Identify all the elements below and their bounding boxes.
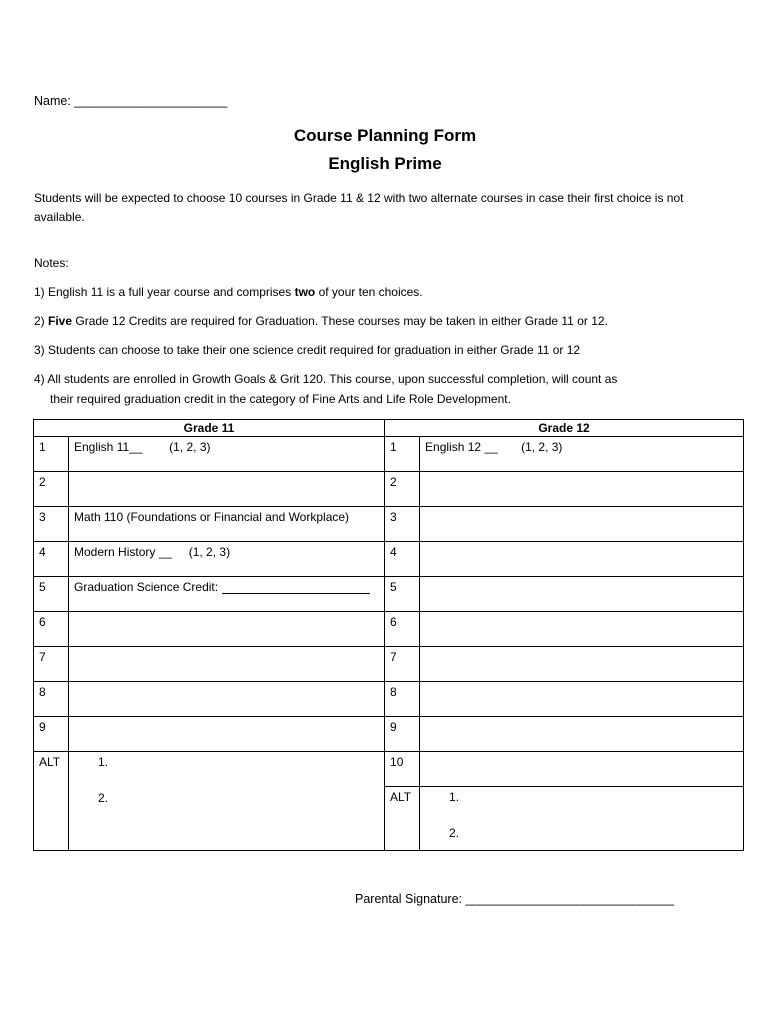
name-field[interactable]: Name: ______________________ [34, 94, 228, 108]
note-4-line-1: 4) All students are enrolled in Growth Goals & Grit 120. This course, upon successful completion, will count as [34, 372, 618, 386]
g12-row-num: 9 [385, 717, 420, 752]
table-row [34, 472, 744, 507]
table-row [34, 752, 744, 787]
g11-course-cell[interactable]: Modern History __ (1, 2, 3) [69, 542, 385, 577]
g11-course-cell[interactable] [69, 717, 385, 752]
form-title: Course Planning Form [293, 126, 477, 145]
table-row [34, 437, 744, 472]
table-row [34, 717, 744, 752]
g11-alt-cell[interactable] [69, 752, 385, 851]
g12-course-cell[interactable] [420, 472, 744, 507]
g11-row-num: 2 [34, 472, 69, 507]
g12-alt-item-2: 2. [449, 826, 460, 840]
g11-alt-label: ALT [34, 752, 69, 851]
g12-row-num: 2 [385, 472, 420, 507]
g12-course-cell[interactable]: English 12 __ (1, 2, 3) [420, 437, 744, 472]
note-1-text-b: of your ten choices. [315, 285, 423, 299]
table-row [34, 507, 744, 542]
g11-row-num: 3 [34, 507, 69, 542]
note-2-bold: Five [48, 314, 73, 328]
g12-alt-label: ALT [385, 787, 420, 851]
g12-row-num: 3 [385, 507, 420, 542]
g11-course-cell[interactable] [69, 612, 385, 647]
science-credit-label: Graduation Science Credit: [74, 580, 219, 594]
g11-course-cell[interactable] [69, 577, 385, 612]
note-1 [34, 285, 423, 299]
g12-row-num: 10 [385, 752, 420, 787]
g11-row-num: 6 [34, 612, 69, 647]
g11-row-num: 4 [34, 542, 69, 577]
g12-course-cell[interactable] [420, 682, 744, 717]
g11-alt-item-2: 2. [98, 791, 109, 805]
note-1-bold: two [294, 285, 316, 299]
g11-row-num: 8 [34, 682, 69, 717]
g12-row-num: 4 [385, 542, 420, 577]
note-2-text-b: Grade 12 Credits are required for Graduation. These courses may be taken in either Grade 11 or 12. [72, 314, 608, 328]
form-subtitle: English Prime [328, 154, 442, 173]
g12-row-num: 8 [385, 682, 420, 717]
note-2 [34, 314, 608, 328]
course-planning-table [33, 419, 744, 851]
g11-course-cell[interactable]: Math 110 (Foundations or Financial and Workplace) [69, 507, 385, 542]
g12-alt-item-1: 1. [449, 790, 460, 804]
table-row [34, 682, 744, 717]
g12-course-cell[interactable] [420, 752, 744, 787]
g11-row-num: 7 [34, 647, 69, 682]
grade-11-header: Grade 11 [34, 420, 385, 437]
table-row [34, 577, 744, 612]
table-header-row [34, 420, 744, 437]
intro-paragraph: Students will be expected to choose 10 courses in Grade 11 & 12 with two alternate courses in case their first choice is not available. [34, 191, 684, 224]
g12-row-num: 7 [385, 647, 420, 682]
table-row [34, 542, 744, 577]
g12-row-num: 6 [385, 612, 420, 647]
g12-row-num: 1 [385, 437, 420, 472]
g12-course-cell[interactable] [420, 577, 744, 612]
g12-row-num: 5 [385, 577, 420, 612]
note-2-text-a: 2) [34, 314, 49, 328]
table-row [34, 612, 744, 647]
g12-course-cell[interactable] [420, 507, 744, 542]
g12-course-cell[interactable] [420, 717, 744, 752]
note-4-line-2: their required graduation credit in the category of Fine Arts and Life Role Development. [50, 392, 511, 406]
table-row [34, 647, 744, 682]
notes-heading: Notes: [34, 256, 69, 270]
g11-course-cell[interactable] [69, 682, 385, 717]
grade-12-header: Grade 12 [385, 420, 744, 437]
g11-alt-item-1: 1. [98, 755, 109, 769]
g11-row-num: 1 [34, 437, 69, 472]
g11-course-cell[interactable]: English 11__ (1, 2, 3) [69, 437, 385, 472]
parental-signature-field[interactable]: Parental Signature: ______________________________ [355, 892, 675, 906]
note-1-text-a: 1) English 11 is a full year course and comprises [34, 285, 295, 299]
g12-course-cell[interactable] [420, 542, 744, 577]
g11-row-num: 9 [34, 717, 69, 752]
g11-row-num: 5 [34, 577, 69, 612]
g12-course-cell[interactable] [420, 647, 744, 682]
g12-course-cell[interactable] [420, 612, 744, 647]
g12-alt-cell[interactable] [420, 787, 744, 851]
g11-course-cell[interactable] [69, 647, 385, 682]
science-credit-blank[interactable] [222, 581, 370, 594]
g11-course-cell[interactable] [69, 472, 385, 507]
note-3: 3) Students can choose to take their one science credit required for graduation in either Grade 11 or 12 [34, 343, 581, 357]
